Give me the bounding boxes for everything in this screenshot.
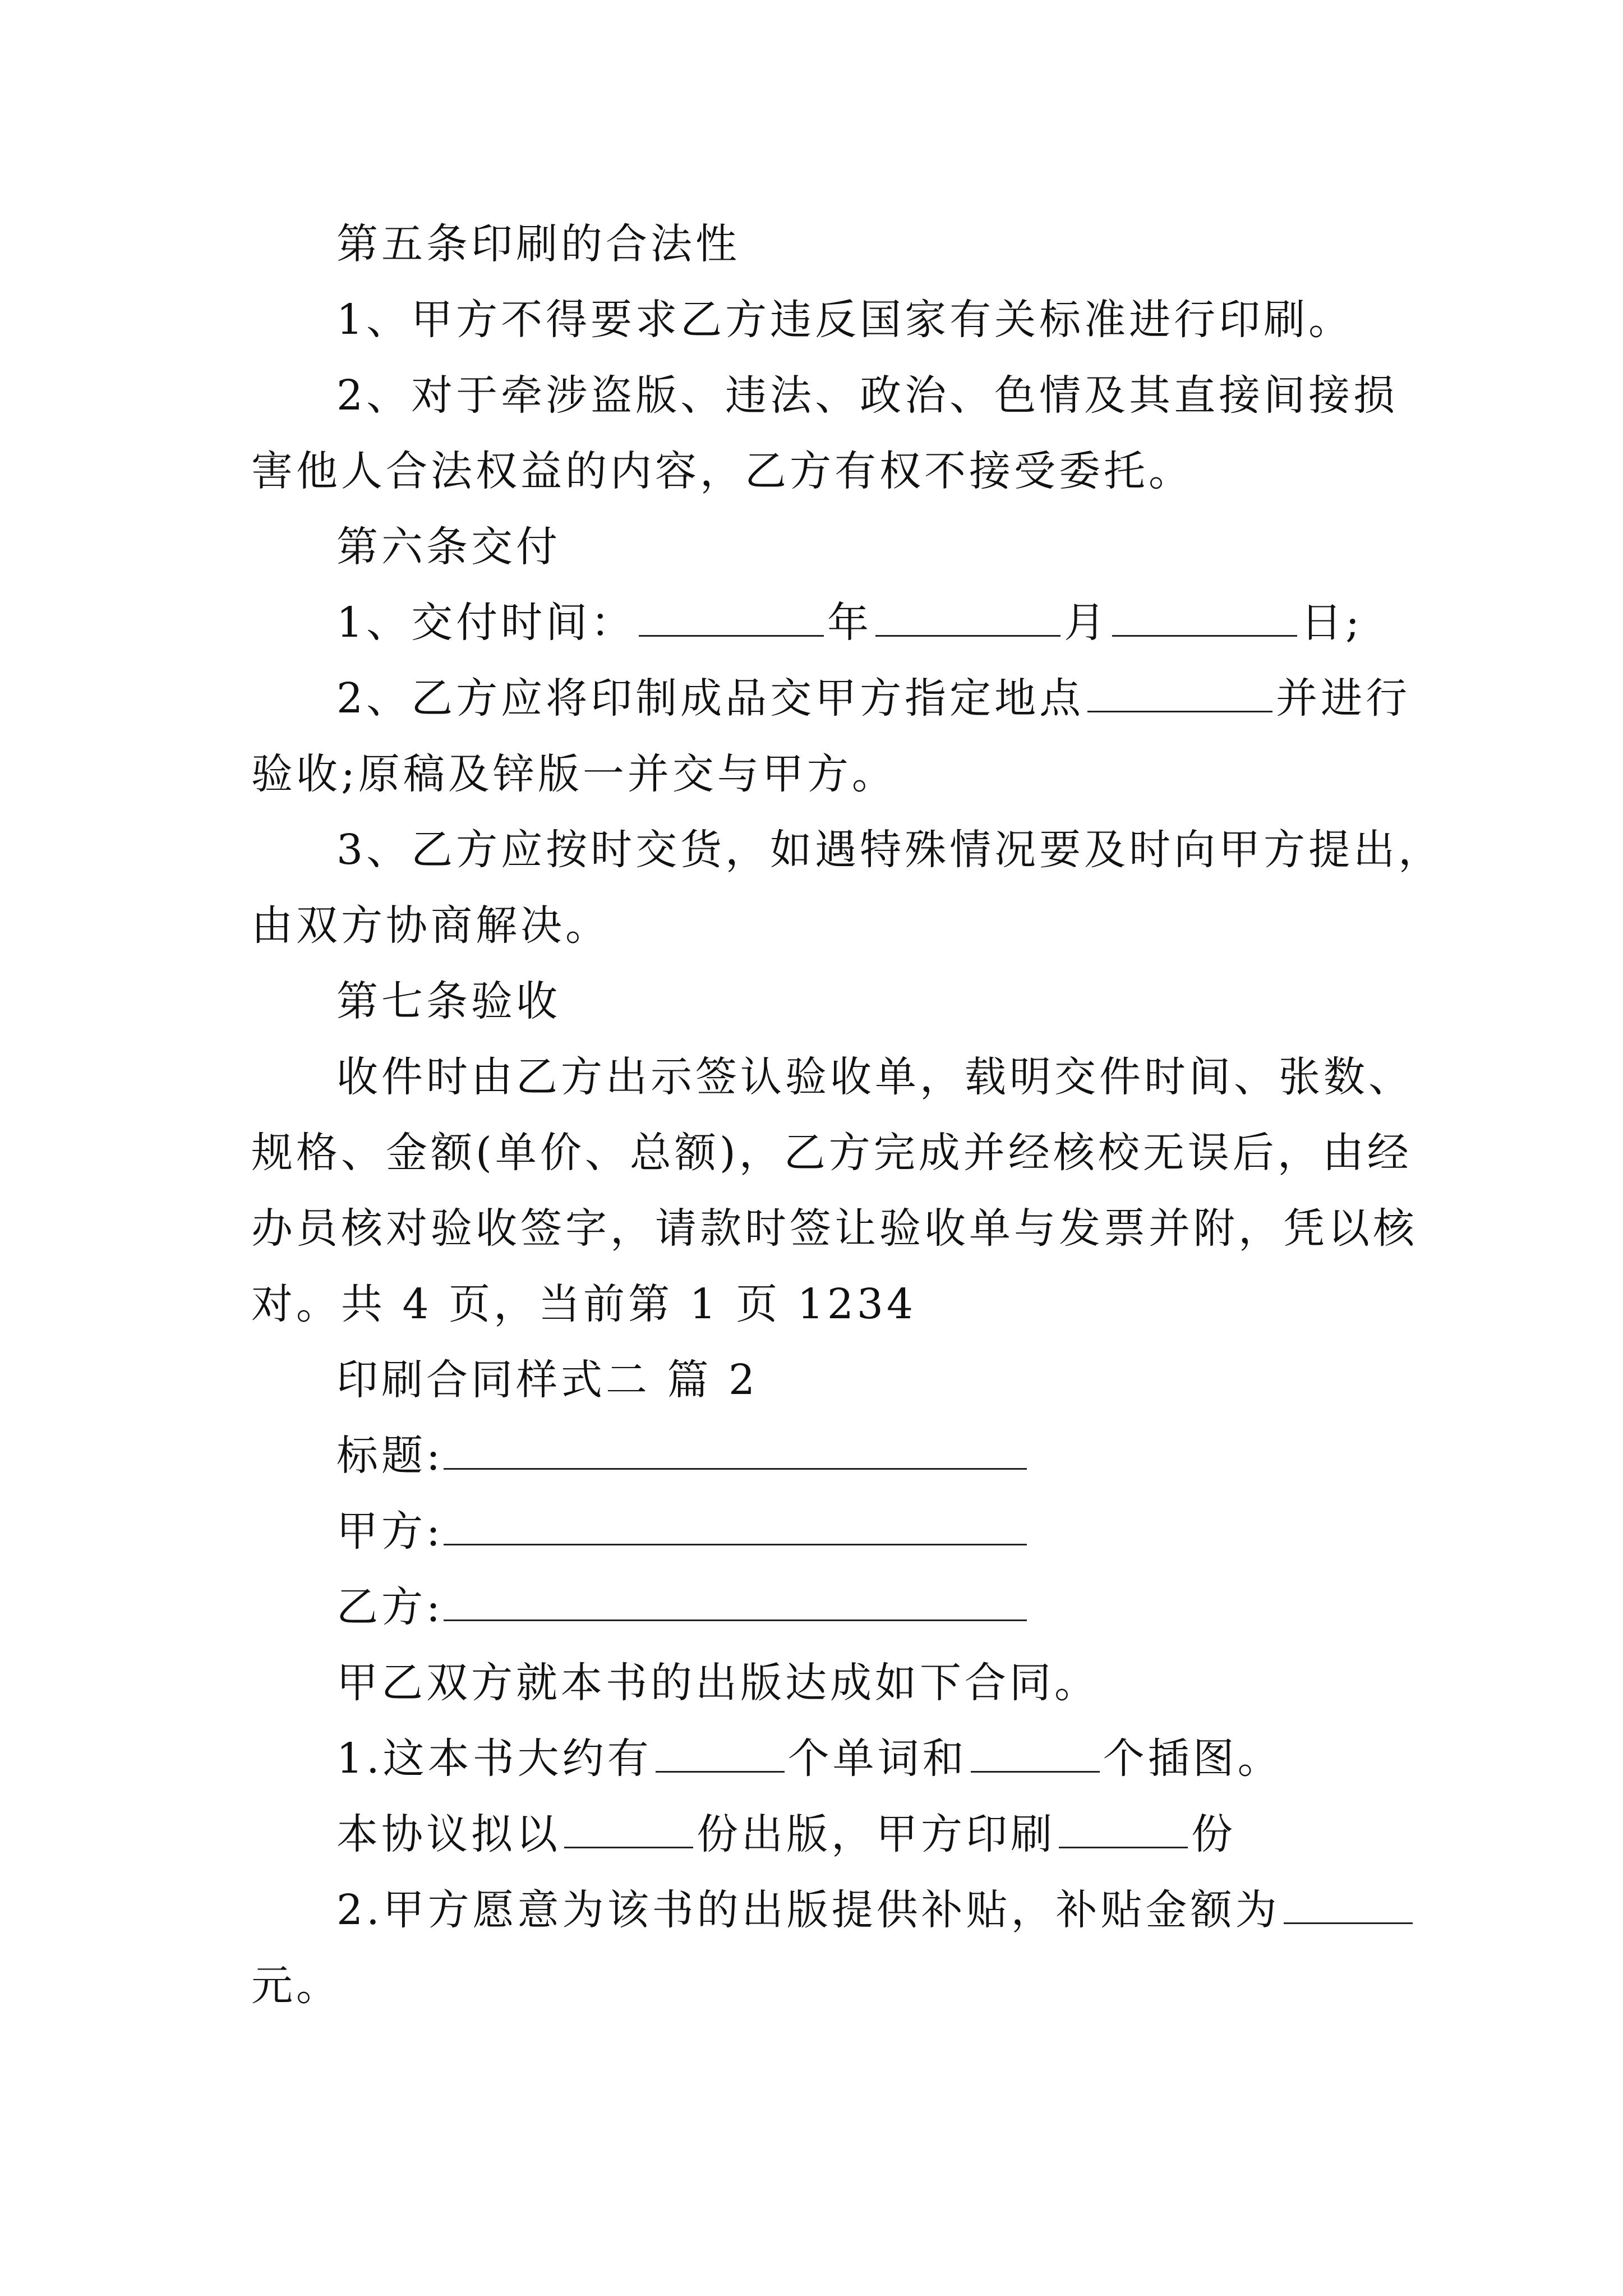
- article-6-item-2-cont: 验收;原稿及锌版一并交与甲方。: [251, 750, 897, 798]
- subsidy-amount-blank: [1284, 1889, 1413, 1924]
- book-size-line: 1.这本书大约有 个单词和 个插图。: [336, 1734, 1283, 1783]
- word-count-blank: [656, 1737, 785, 1773]
- subsidy-line: 2.甲方愿意为该书的出版提供补贴，补贴金额为: [0, 1871, 1623, 1949]
- day-blank: [1112, 601, 1297, 637]
- party-a-blank: [444, 1510, 1027, 1545]
- party-a-copies-blank: [1059, 1813, 1188, 1848]
- section-2-title: 印刷合同样式二 篇 2: [336, 1356, 759, 1404]
- print-copies-line: 本协议拟以 份出版，甲方印刷 份: [336, 1810, 1236, 1858]
- party-a-field: 甲方:: [0, 1492, 1623, 1571]
- article-5-item-2-cont: 害他人合法权益的内容，乙方有权不接受委托。: [251, 447, 1193, 495]
- article-6-item-3: 3、乙方应按时交货，如遇特殊情况要及时向甲方提出，: [336, 826, 1444, 874]
- article-7-paragraph-line-2: 规格、金额(单价、总额)，乙方完成并经核校无误后，由经: [251, 1129, 1412, 1177]
- location-blank: [1087, 677, 1272, 712]
- subsidy-line-cont: 元。: [251, 1962, 341, 2010]
- month-blank: [875, 601, 1061, 637]
- agreement-intro: 甲乙双方就本书的出版达成如下合同。: [336, 1659, 1099, 1707]
- title-field: 标题:: [0, 1416, 1623, 1495]
- party-b-blank: [444, 1586, 1027, 1621]
- article-5-heading: 第五条印刷的合法性: [336, 220, 740, 268]
- delivery-time-line: 1、交付时间： 年 月 日;: [336, 599, 1363, 647]
- article-6-heading: 第六条交付: [336, 523, 561, 571]
- article-6-item-3-cont: 由双方协商解决。: [251, 901, 610, 950]
- edition-copies-blank: [564, 1813, 693, 1848]
- year-blank: [639, 601, 824, 637]
- article-5-item-1: 1、甲方不得要求乙方违反国家有关标准进行印刷。: [336, 296, 1354, 344]
- article-7-paragraph-line-1: 收件时由乙方出示签认验收单，载明交件时间、张数、: [336, 1053, 1413, 1101]
- article-5-item-2: 2、对于牵涉盗版、违法、政治、色情及其直接间接损: [336, 371, 1399, 420]
- illustration-count-blank: [971, 1737, 1100, 1773]
- title-blank: [444, 1434, 1027, 1470]
- article-7-heading: 第七条验收: [336, 977, 561, 1025]
- article-7-paragraph-line-3: 办员核对验收签字，请款时签让验收单与发票并附，凭以核: [251, 1204, 1418, 1253]
- party-b-field: 乙方:: [0, 1568, 1623, 1646]
- article-6-item-2: 2、乙方应将印制成品交甲方指定地点 并进行: [336, 674, 1411, 723]
- article-7-paragraph-line-4: 对。共 4 页，当前第 1 页 1234: [251, 1280, 917, 1328]
